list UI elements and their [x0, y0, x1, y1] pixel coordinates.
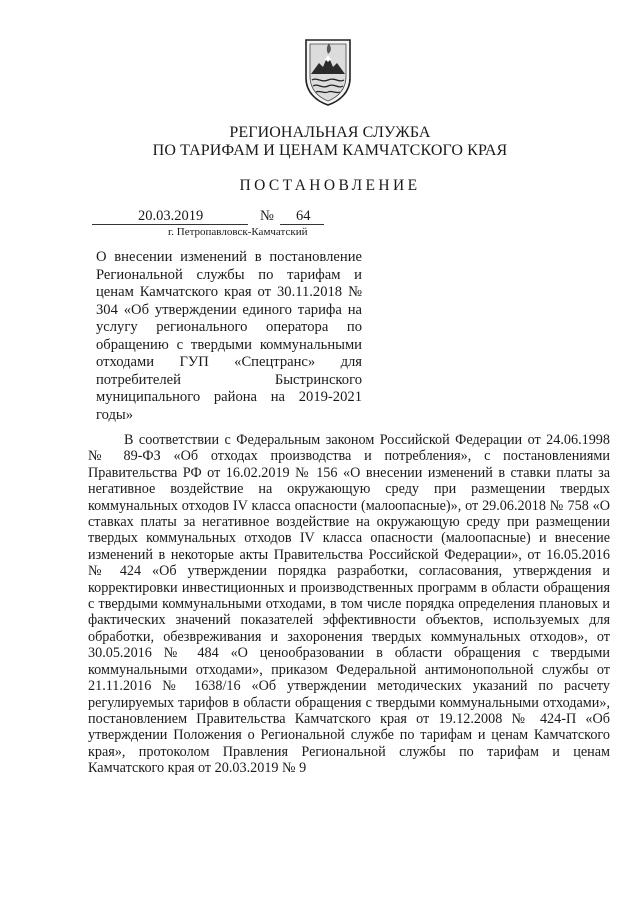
- document-body: В соответствии с Федеральным законом Российской Федерации от 24.06.1998 № 89-ФЗ «Об отходах производства и потребления», с постановлениями Правительства РФ от 16.02.2019 № 156 «О внесении изменений в ставки платы за негативное воздействие на окружающую среду при размещении твердых коммунальных отходов IV класса опасности (малоопасные)», от 29.06.2018 № 758 «О ставках платы за негативное воздействие на окружающую среду при размещении твердых коммунальных отходов IV класса опасности (малоопасные) и внесение изменений в некоторые акты Правительства Российской Федерации», от 16.05.2016 № 424 «Об утверждении порядка разработки, согласования, утверждения и корректировки инвестиционных и производственных программ в области обращения с твердыми коммунальными отходами, в том числе порядка определения плановых и фактических значений показателей эффективности объектов, используемых для обработки, обезвреживания и захоронения твердых коммунальных отходов», от 30.05.2016 № 484 «О ценообразовании в области обращения с твердыми коммунальными отходами», приказом Федеральной антимонопольной службы от 21.11.2016 № 1638/16 «Об утверждении методических указаний по расчету регулируемых тарифов в области обращения с твердыми коммунальными отходами», постановлением Правительства Камчатского края от 19.12.2008 № 424-П «Об утверждении Положения о Региональной службе по тарифам и ценам Камчатского края», протоколом Правления Региональной службы по тарифам и ценам Камчатского края от 20.03.2019 № 9: [88, 432, 610, 777]
- date-number-line: [0, 208, 640, 230]
- document-place: г. Петропавловск-Камчатский: [168, 226, 308, 238]
- organization-title-line1: РЕГИОНАЛЬНАЯ СЛУЖБА: [229, 124, 431, 141]
- document-subject: О внесении изменений в постановление Региональной службы по тарифам и ценам Камчатского края от 30.11.2018 № 304 «Об утверждении единого тарифа на услугу регионального оператора по обращению с твердыми коммунальными отходами ГУП «Спецтранс» для потребителей Быстринского муниципального района на 2019-2021 годы»: [96, 249, 362, 423]
- document-number: 64: [296, 208, 311, 224]
- document-date: 20.03.2019: [138, 208, 204, 224]
- number-sign: №: [260, 208, 274, 224]
- document-type: ПОСТАНОВЛЕНИЕ: [239, 177, 421, 194]
- organization-title: [90, 124, 570, 160]
- kamchatka-coat-of-arms: [302, 34, 354, 108]
- organization-title-line2: ПО ТАРИФАМ И ЦЕНАМ КАМЧАТСКОГО КРАЯ: [152, 142, 508, 159]
